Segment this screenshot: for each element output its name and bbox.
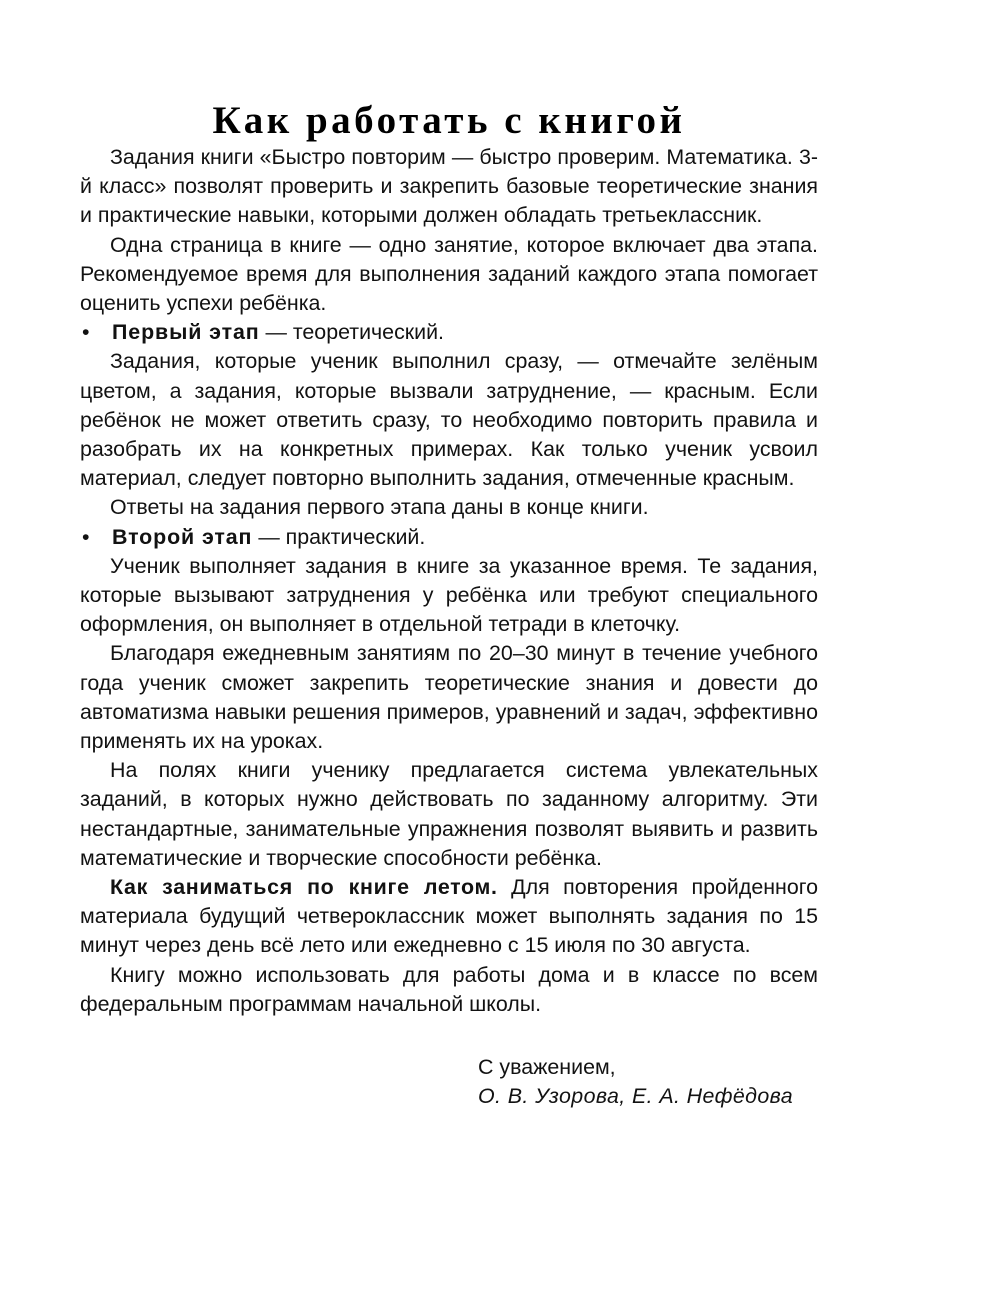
bullet-description-second-stage: — практический.	[252, 524, 426, 549]
paragraph-margin-tasks: На полях книги ученику предлагается система увлекательных заданий, в которых нужно действовать по заданному алгоритму. Эти нестандартные, занимательные упражнения позволят выявить и развить математические и творческие способности ребёнка.	[80, 758, 818, 870]
paragraph-answers-at-end: Ответы на задания первого этапа даны в конце книги.	[110, 495, 649, 520]
bullet-label-first-stage: Первый этап	[112, 320, 260, 345]
summer-study-heading: Как заниматься по книге летом.	[110, 875, 498, 900]
paragraph-practical-work: Ученик выполняет задания в книге за указанное время. Те задания, которые вызывают затруднения у ребёнка или требуют специального оформления, он выполняет в отдельной тетради в клеточку.	[80, 553, 818, 637]
page-title: Как работать с книгой	[212, 99, 686, 142]
paragraph-daily-lessons: Благодаря ежедневным занятиям по 20–30 минут в течение учебного года ученик сможет закрепить теоретические знания и довести до автоматизма навыки решения примеров, уравнений и задач, эффективно применять их на уроках.	[80, 641, 818, 754]
bullet-description-first-stage: — теоретический.	[259, 320, 444, 345]
bullet-item-second-stage	[80, 523, 818, 552]
paragraph-marking-colors: Задания, которые ученик выполнил сразу, — отмечайте зелёным цветом, а задания, которые вызвали затруднение, — красным. Если ребёнок не может ответить сразу, то необходимо повторить правила и разобрать их на конкретных примерах. Как только ученик усвоил материал, следует повторно выполнить задания, отмеченные красным.	[80, 349, 818, 491]
bullet-label-second-stage: Второй этап	[112, 524, 253, 549]
bullet-dot-icon: •	[82, 524, 90, 549]
page-content	[80, 0, 818, 1112]
signature-block	[80, 1053, 818, 1111]
paragraph-intro: Задания книги «Быстро повторим — быстро проверим. Математика. 3-й класс» позволят проверить и закрепить базовые теоретические знания и практические навыки, которыми должен обладать третьеклассник.	[80, 145, 818, 228]
summer-study-text: Для повторения пройденного материала будущий четвероклассник может выполнять задания по 15 минут через день всё лето или ежедневно с 15 июля по 30 августа.	[80, 875, 818, 958]
paragraph-summer-study	[80, 873, 818, 961]
bullet-item-first-stage	[80, 318, 818, 347]
bullet-dot-icon: •	[82, 320, 90, 345]
paragraph-usage-scope: Книгу можно использовать для работы дома и в классе по всем федеральным программам начальной школы.	[80, 962, 818, 1016]
signature-authors: О. В. Узорова, Е. А. Нефёдова	[478, 1084, 794, 1109]
paragraph-one-page-one-lesson: Одна страница в книге — одно занятие, которое включает два этапа. Рекомендуемое время для выполнения заданий каждого этапа помогает оценить успехи ребёнка.	[80, 232, 818, 316]
signature-closing: С уважением,	[478, 1055, 616, 1080]
